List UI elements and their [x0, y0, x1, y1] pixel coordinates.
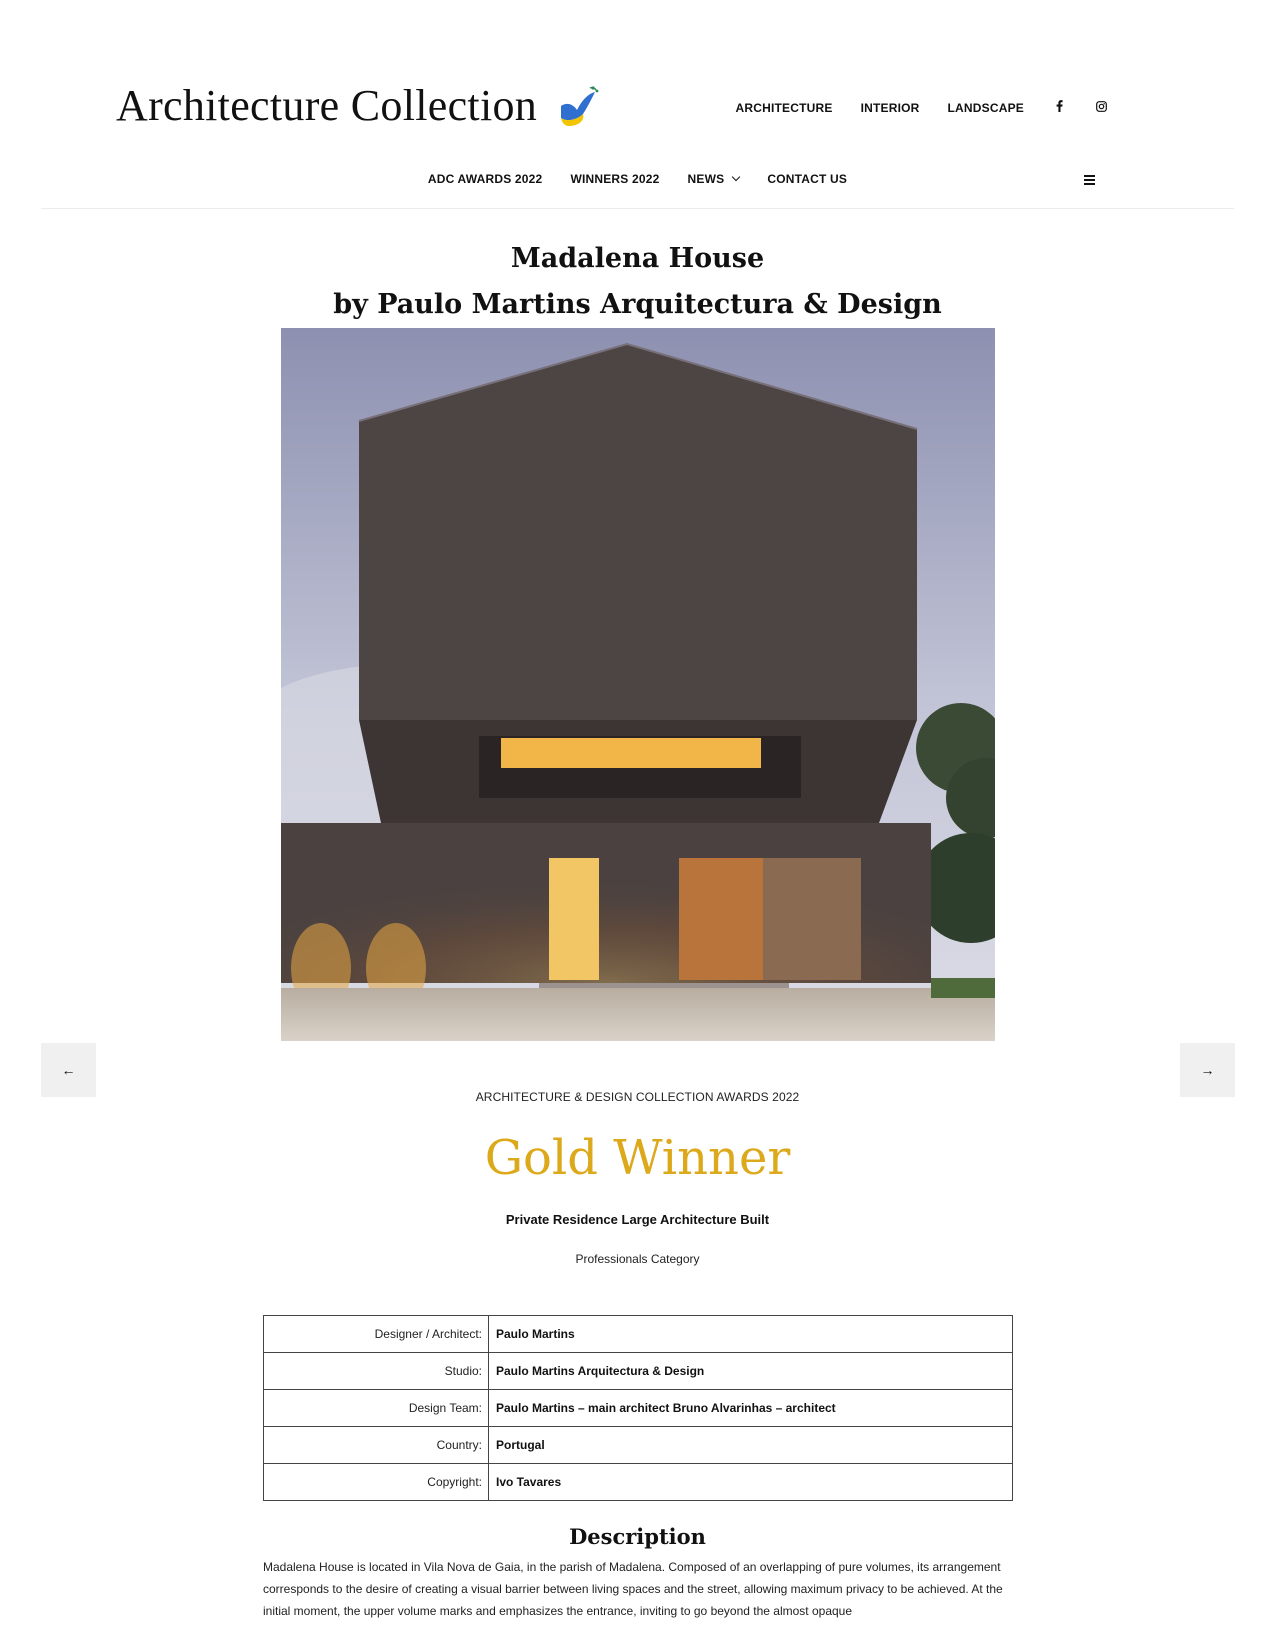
- detail-value: Paulo Martins – main architect Bruno Alvarinhas – architect: [489, 1390, 1013, 1427]
- award-label: ARCHITECTURE & DESIGN COLLECTION AWARDS 2022: [475, 1090, 800, 1104]
- site-logo[interactable]: [116, 81, 601, 130]
- next-arrow-button[interactable]: [1180, 1043, 1235, 1097]
- table-row: [264, 1464, 1013, 1501]
- description-body: Madalena House is located in Vila Nova de Gaia, in the parish of Madalena. Composed of an overlapping of pure volumes, its arrangement corresponds to the desire of creating a visual barrier between living spaces and the street, allowing maximum privacy to be achieved. At the initial moment, the upper volume marks and emphasizes the entrance, inviting to go beyond the almost opaque: [263, 1560, 1003, 1618]
- chevron-down-icon: [732, 173, 740, 181]
- table-row: [264, 1353, 1013, 1390]
- detail-value: Paulo Martins Arquitectura & Design: [489, 1353, 1013, 1390]
- project-details-table: [263, 1315, 1013, 1501]
- nav-interior[interactable]: INTERIOR: [860, 100, 920, 115]
- detail-label: Country:: [264, 1427, 489, 1464]
- nav-contact-us[interactable]: CONTACT US: [767, 172, 848, 186]
- project-title: [0, 236, 1275, 328]
- prev-arrow-button[interactable]: [41, 1043, 96, 1097]
- project-title-name: Madalena House: [510, 243, 765, 274]
- detail-value: Ivo Tavares: [489, 1464, 1013, 1501]
- detail-label: Design Team:: [264, 1390, 489, 1427]
- dove-logo-icon: [557, 84, 601, 128]
- nav-adc-awards-2022[interactable]: ADC AWARDS 2022: [427, 172, 543, 186]
- detail-value: Paulo Martins: [489, 1316, 1013, 1353]
- table-row: [264, 1427, 1013, 1464]
- description-heading: Description: [569, 1524, 706, 1549]
- detail-label: Designer / Architect:: [264, 1316, 489, 1353]
- arrow-left-icon: ←: [61, 1062, 76, 1078]
- nav-architecture[interactable]: ARCHITECTURE: [735, 100, 833, 115]
- award-title: Gold Winner: [484, 1130, 791, 1186]
- nav-landscape[interactable]: LANDSCAPE: [947, 100, 1024, 115]
- table-row: [264, 1390, 1013, 1427]
- project-photo: [281, 328, 995, 1041]
- header-divider: [41, 208, 1234, 209]
- facebook-icon[interactable]: [1052, 100, 1066, 115]
- instagram-icon[interactable]: [1094, 101, 1108, 115]
- table-row: [264, 1316, 1013, 1353]
- menu-icon[interactable]: [1084, 175, 1095, 185]
- nav-news[interactable]: NEWS: [688, 172, 740, 186]
- detail-label: Studio:: [264, 1353, 489, 1390]
- detail-label: Copyright:: [264, 1464, 489, 1501]
- arrow-right-icon: →: [1200, 1062, 1215, 1078]
- nav-winners-2022[interactable]: WINNERS 2022: [570, 172, 660, 186]
- project-title-byline: by Paulo Martins Arquitectura & Design: [333, 289, 942, 320]
- top-nav: [708, 100, 1109, 115]
- logo-text: Architecture Collection: [116, 81, 538, 130]
- award-subcategory: Professionals Category: [575, 1252, 700, 1266]
- award-category: Private Residence Large Architecture Built: [505, 1212, 770, 1227]
- site-header: [0, 0, 1275, 210]
- detail-value: Portugal: [489, 1427, 1013, 1464]
